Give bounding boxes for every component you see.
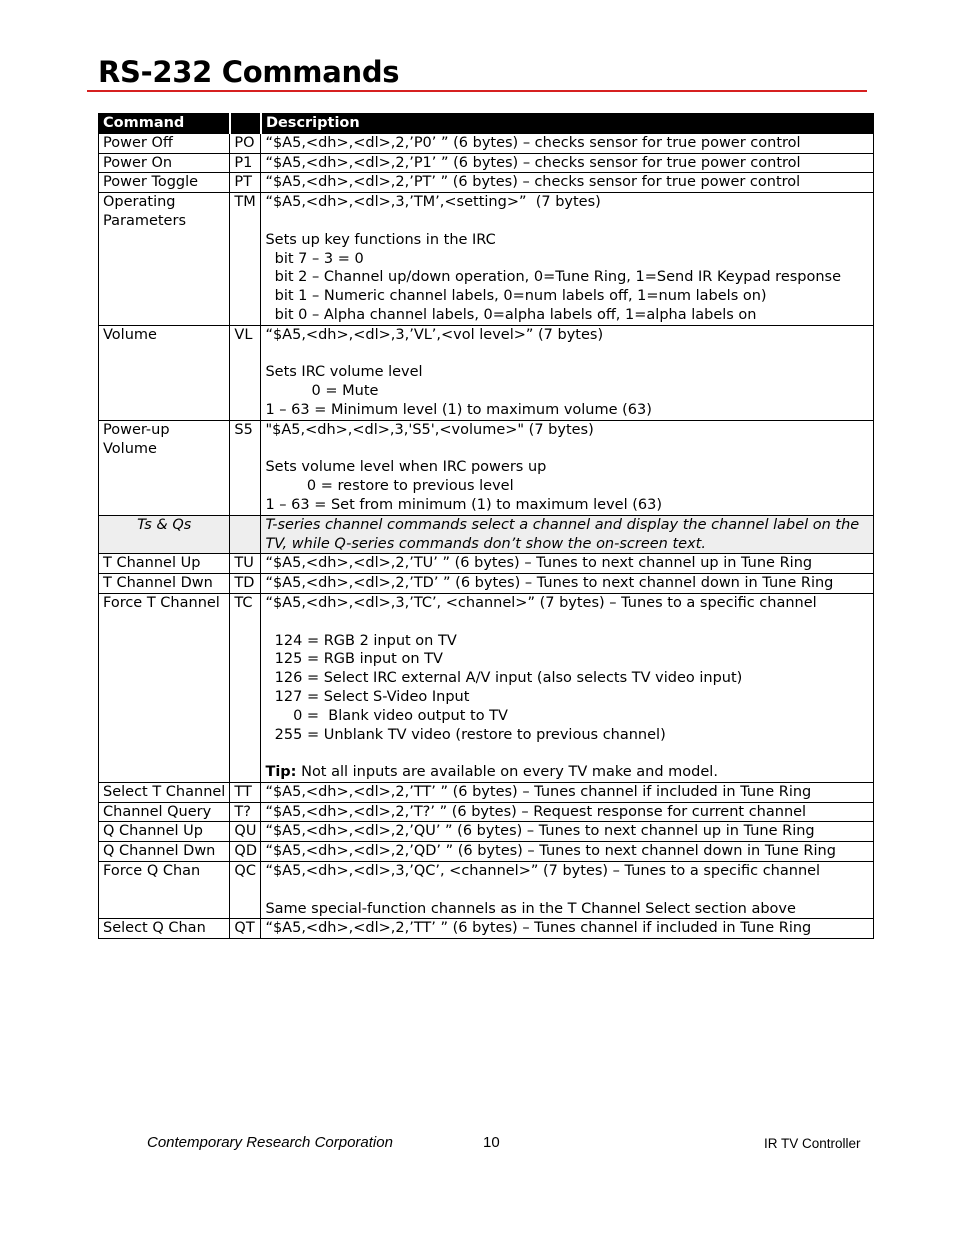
table-row [99, 420, 874, 515]
command-name: Power On [99, 153, 230, 173]
footer-company: Contemporary Research Corporation [147, 1134, 393, 1151]
command-code: QD [230, 842, 261, 862]
table-row [99, 593, 874, 782]
table-row [99, 822, 874, 842]
description-text: “$A5,<dh>,<dl>,2,’TT’ ” (6 bytes) – Tunes channel if included in Tune Ring [265, 783, 812, 800]
description-text: “$A5,<dh>,<dl>,2,’TD’ ” (6 bytes) – Tunes to next channel down in Tune Ring [265, 575, 834, 592]
footer-product: IR TV Controller [764, 1136, 861, 1151]
command-code [230, 515, 261, 554]
command-code: QC [230, 862, 261, 919]
command-name: T Channel Dwn [99, 574, 230, 594]
table-row [99, 173, 874, 193]
command-name: Channel Query [99, 802, 230, 822]
command-name: Power-up Volume [99, 420, 230, 515]
command-name: Q Channel Up [99, 822, 230, 842]
command-name: Operating Parameters [99, 193, 230, 326]
description-text: “$A5,<dh>,<dl>,2,’P0’ ” (6 bytes) – checks sensor for true power control [265, 134, 801, 151]
command-code: TD [230, 574, 261, 594]
command-code: TC [230, 593, 261, 782]
header-description: Description [261, 114, 874, 134]
command-description [261, 515, 874, 554]
command-code: VL [230, 325, 261, 420]
command-description [261, 842, 874, 862]
command-description [261, 574, 874, 594]
description-text: “$A5,<dh>,<dl>,2,’T?’ ” (6 bytes) – Request response for current channel [265, 803, 807, 820]
command-name: T Channel Up [99, 554, 230, 574]
description-text: “$A5,<dh>,<dl>,2,’TT’ ” (6 bytes) – Tunes channel if included in Tune Ring [265, 920, 812, 937]
command-code: TM [230, 193, 261, 326]
command-description [261, 153, 874, 173]
tip-text: Not all inputs are available on every TV make and model. [296, 764, 718, 781]
command-code: T? [230, 802, 261, 822]
description-text: “$A5,<dh>,<dl>,2,’QU’ ” (6 bytes) – Tunes to next channel up in Tune Ring [265, 823, 815, 840]
description-text: “$A5,<dh>,<dl>,2,’QD’ ” (6 bytes) – Tunes to next channel down in Tune Ring [265, 843, 836, 860]
table-row [99, 919, 874, 939]
table-row [99, 842, 874, 862]
page-title: RS-232 Commands [98, 55, 400, 89]
command-code: PT [230, 173, 261, 193]
table-row [99, 574, 874, 594]
note-row [99, 515, 874, 554]
command-name: Force Q Chan [99, 862, 230, 919]
description-text: "$A5,<dh>,<dl>,3,'S5',<volume>" (7 bytes) Sets volume level when IRC powers up 0 = restore to previous level 1 – 63 = Set from minimum (1) to maximum level (63) [265, 421, 662, 513]
table-row [99, 133, 874, 153]
command-name: Power Off [99, 133, 230, 153]
command-code: TU [230, 554, 261, 574]
command-code: TT [230, 782, 261, 802]
description-text: “$A5,<dh>,<dl>,3,’TM’,<setting>” (7 bytes) Sets up key functions in the IRC bit 7 – 3 = 0 bit 2 – Channel up/down operation, 0=Tune Ring, 1=Send IR Keypad response bit 1 – Numeric channel labels, 0=num labels off, 1=num labels on) bit 0 – Alpha channel labels, 0=alpha labels off, 1=alpha labels on [265, 194, 842, 323]
command-description [261, 782, 874, 802]
command-name: Select T Channel [99, 782, 230, 802]
command-description [261, 554, 874, 574]
description-text: “$A5,<dh>,<dl>,2,’TU’ ” (6 bytes) – Tunes to next channel up in Tune Ring [265, 555, 813, 572]
table-row [99, 862, 874, 919]
command-description [261, 802, 874, 822]
command-description [261, 822, 874, 842]
command-description [261, 173, 874, 193]
command-code: S5 [230, 420, 261, 515]
command-description [261, 325, 874, 420]
command-name: Select Q Chan [99, 919, 230, 939]
table-row [99, 554, 874, 574]
table-row [99, 153, 874, 173]
description-text: “$A5,<dh>,<dl>,2,’P1’ ” (6 bytes) – checks sensor for true power control [265, 154, 801, 171]
footer-page-number: 10 [483, 1134, 500, 1151]
description-text: “$A5,<dh>,<dl>,2,’PT’ ” (6 bytes) – checks sensor for true power control [265, 174, 801, 191]
table-row [99, 782, 874, 802]
command-code: QU [230, 822, 261, 842]
command-description [261, 919, 874, 939]
commands-table [98, 113, 874, 939]
table-row [99, 802, 874, 822]
header-code [230, 114, 261, 134]
table-row [99, 325, 874, 420]
title-rule [87, 90, 867, 92]
command-code: P1 [230, 153, 261, 173]
description-text: “$A5,<dh>,<dl>,3,’TC’, <channel>” (7 bytes) – Tunes to a specific channel 124 = RGB 2 input on TV 125 = RGB input on TV 126 = Select IRC external A/V input (also selects TV video input) 127 = Select S-Video Input 0 = Blank video output to TV 255 = Unblank TV video (restore to previous channel) [265, 594, 817, 743]
description-text: “$A5,<dh>,<dl>,3,’VL’,<vol level>” (7 bytes) Sets IRC volume level 0 = Mute 1 – 63 = Minimum level (1) to maximum volume (63) [265, 326, 652, 418]
header-command: Command [99, 114, 230, 134]
command-description [261, 593, 874, 782]
command-description [261, 133, 874, 153]
description-text: T-series channel commands select a channel and display the channel label on the TV, while Q-series commands don’t show the on-screen text. [265, 516, 860, 552]
command-code: QT [230, 919, 261, 939]
command-name: Force T Channel [99, 593, 230, 782]
command-description [261, 862, 874, 919]
command-name: Q Channel Dwn [99, 842, 230, 862]
command-name: Power Toggle [99, 173, 230, 193]
command-name: Volume [99, 325, 230, 420]
command-description [261, 420, 874, 515]
tip-label: Tip: [265, 764, 297, 781]
description-text: “$A5,<dh>,<dl>,3,’QC’, <channel>” (7 bytes) – Tunes to a specific channel Same special-function channels as in the T Channel Select section above [265, 863, 821, 917]
command-description [261, 193, 874, 326]
command-code: PO [230, 133, 261, 153]
table-row [99, 193, 874, 326]
command-name: Ts & Qs [99, 515, 230, 554]
table-header-row [99, 114, 874, 134]
